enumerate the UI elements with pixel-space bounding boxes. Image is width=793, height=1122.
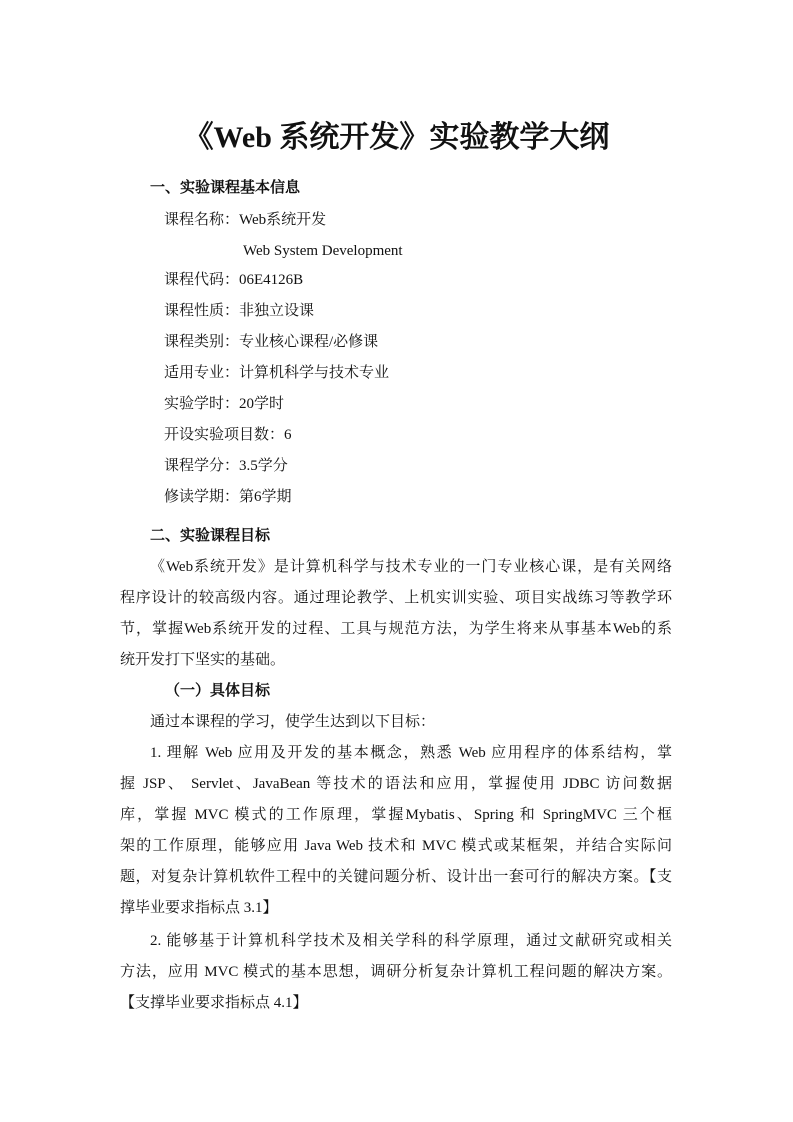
section-heading-objectives: 二、实验课程目标	[150, 527, 271, 544]
paragraph-line: 《Web系统开发》是计算机科学与技术专业的一门专业核心课，是有关网络	[150, 559, 672, 575]
info-course-code: 课程代码：06E4126B	[164, 272, 304, 288]
info-course-nature: 课程性质：非独立设课	[164, 303, 315, 319]
paragraph-line: 统开发打下坚实的基础。	[120, 652, 286, 668]
goal-1-line: 1. 理解 Web 应用及开发的基本概念，熟悉 Web 应用程序的体系结构，掌	[150, 745, 672, 761]
goal-1-line: 撑毕业要求指标点 3.1】	[120, 900, 278, 916]
info-course-name: 课程名称：Web系统开发	[164, 212, 327, 228]
goal-2-line: 2. 能够基于计算机科学技术及相关学科的科学原理，通过文献研究或相关	[150, 933, 672, 949]
subheading-specific-goals: （一）具体目标	[165, 682, 271, 699]
goal-1-line: 库，掌握 MVC 模式的工作原理，掌握Mybatis、Spring 和 SpringMVC 三个框	[120, 807, 672, 823]
info-credits: 课程学分：3.5学分	[164, 458, 288, 474]
document-title: 《Web 系统开发》实验教学大纲	[183, 121, 610, 154]
paragraph-line: 程序设计的较高级内容。通过理论教学、上机实训实验、项目实战练习等教学环	[120, 590, 672, 606]
paragraph-line: 节，掌握Web系统开发的过程、工具与规范方法，为学生将来从事基本Web的系	[120, 621, 672, 637]
goal-1-line: 题，对复杂计算机软件工程中的关键问题分析、设计出一套可行的解决方案。【支	[120, 869, 672, 885]
goal-1-line: 架的工作原理，能够应用 Java Web 技术和 MVC 模式或某框架，并结合实际问	[120, 838, 672, 854]
section-heading-basic-info: 一、实验课程基本信息	[150, 179, 301, 196]
info-project-count: 开设实验项目数：6	[164, 427, 292, 443]
goals-lead: 通过本课程的学习，使学生达到以下目标：	[150, 714, 436, 730]
goal-2-line: 方法，应用 MVC 模式的基本思想，调研分析复杂计算机工程问题的解决方案。	[120, 964, 672, 980]
goal-1-line: 握 JSP、 Servlet、JavaBean 等技术的语法和应用，掌握使用 JDBC 访问数据	[120, 776, 672, 792]
info-hours: 实验学时：20学时	[164, 396, 285, 412]
info-course-category: 课程类别：专业核心课程/必修课	[164, 334, 379, 350]
info-major: 适用专业：计算机科学与技术专业	[164, 365, 390, 381]
info-course-name-en: Web System Development	[243, 243, 403, 259]
info-semester: 修读学期：第6学期	[164, 489, 292, 505]
goal-2-line: 【支撑毕业要求指标点 4.1】	[120, 995, 308, 1011]
